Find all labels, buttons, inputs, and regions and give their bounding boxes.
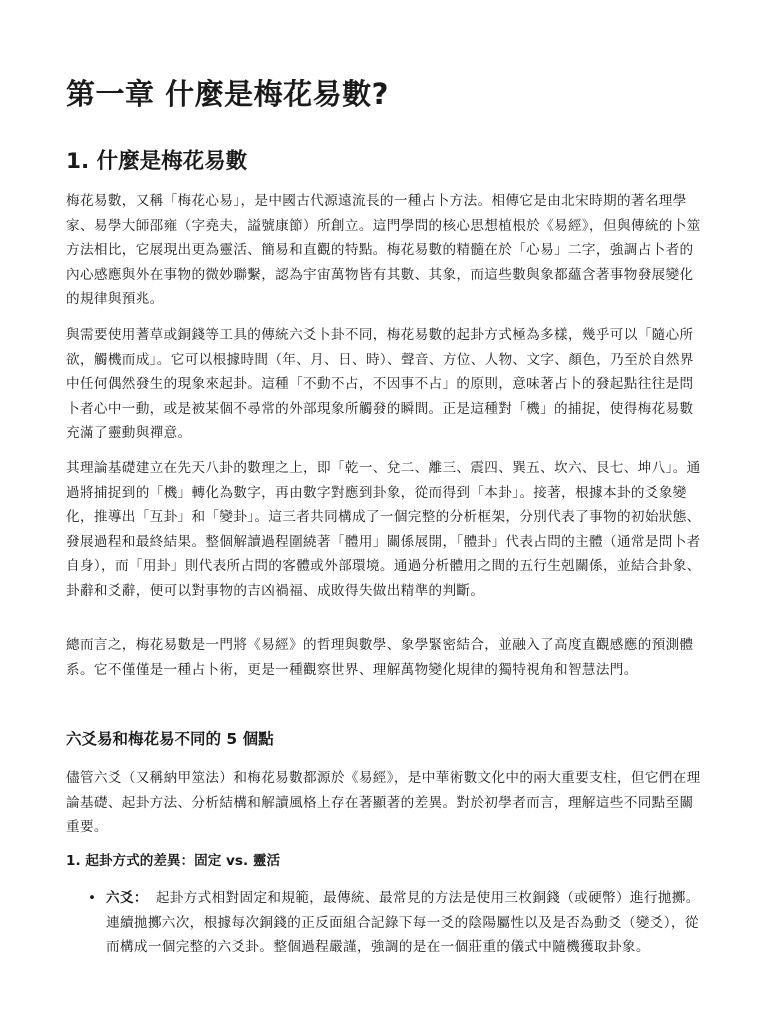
bullet-text: 起卦方式相對固定和規範，最傳統、最常見的方法是使用三枚銅錢（或硬幣）進行拋擲。連續拋擲六次，根據每次銅錢的正反面組合記錄下每一爻的陰陽屬性以及是否為動爻（變爻），從而構成一個完整的六爻卦。整個過程嚴謹，強調的是在一個莊重的儀式中隨機獲取卦象。 [106,890,700,955]
paragraph-intro: 梅花易數，又稱「梅花心易」，是中國古代源遠流長的一種占卜方法。相傳它是由北宋時期的著名理學家、易學大師邵雍（字堯夫，謚號康節）所創立。這門學問的核心思想植根於《易經》，但與傳統的卜筮方法相比，它展現出更為靈活、簡易和直觀的特點。梅花易數的精髓在於「心易」二字，強調占卜者的內心感應與外在事物的微妙聯繫，認為宇宙萬物皆有其數、其象，而這些數與象都蘊含著事物發展變化的規律與預兆。 [66,193,701,307]
paragraph-methods: 與需要使用蓍草或銅錢等工具的傳統六爻卜卦不同，梅花易數的起卦方式極為多樣，幾乎可以「隨心所欲，觸機而成」。它可以根據時間（年、月、日、時）、聲音、方位、人物、文字、顏色，乃至於自然界中任何偶然發生的現象來起卦。這種「不動不占，不因事不占」的原則，意味著占卜的發起點往往是問卜者心中一動，或是被某個不尋常的外部現象所觸發的瞬間。正是這種對「機」的捕捉，使得梅花易數充滿了靈動與禪意。 [66,327,694,441]
paragraph-comparison-intro: 儘管六爻（又稱納甲筮法）和梅花易數都源於《易經》，是中華術數文化中的兩大重要支柱，但它們在理論基礎、起卦方法、分析結構和解讀風格上存在著顯著的差異。對於初學者而言，理解這些不同點至關重要。 [66,770,701,835]
point-title: 1. 起卦方式的差異：固定 vs. 靈活 [66,853,281,869]
chapter-title: 第一章 什麼是梅花易數? [66,77,389,111]
section-title: 1. 什麼是梅花易數 [66,149,248,174]
bullet-content [88,886,700,960]
paragraph-theory: 其理論基礎建立在先天八卦的數理之上，即「乾一、兌二、離三、震四、巽五、坎六、艮七、坤八」。通過將捕捉到的「機」轉化為數字，再由數字對應到卦象，從而得到「本卦」。接著，根據本卦的爻象變化，推導出「互卦」和「變卦」。這三者共同構成了一個完整的分析框架，分別代表了事物的初始狀態、發展過程和最終結果。整個解讀過程圍繞著「體用」關係展開，「體卦」代表占問的主體（通常是問卜者自身），而「用卦」則代表所占問的客體或外部環境。通過分析體用之間的五行生剋關係，並結合卦象、卦辭和爻辭，便可以對事物的吉凶禍福、成敗得失做出精準的判斷。 [66,460,701,599]
paragraph-summary: 總而言之，梅花易數是一門將《易經》的哲理與數學、象學緊密結合，並融入了高度直觀感應的預測體系。它不僅僅是一種占卜術，更是一種觀察世界、理解萬物變化規律的獨特視角和智慧法門。 [66,637,694,678]
subsection-title: 六爻易和梅花易不同的 5 個點 [66,730,274,748]
bullet-marker: • [88,890,97,906]
bullet-item-liuyao [88,886,700,960]
bullet-label: 六爻： [106,890,148,906]
